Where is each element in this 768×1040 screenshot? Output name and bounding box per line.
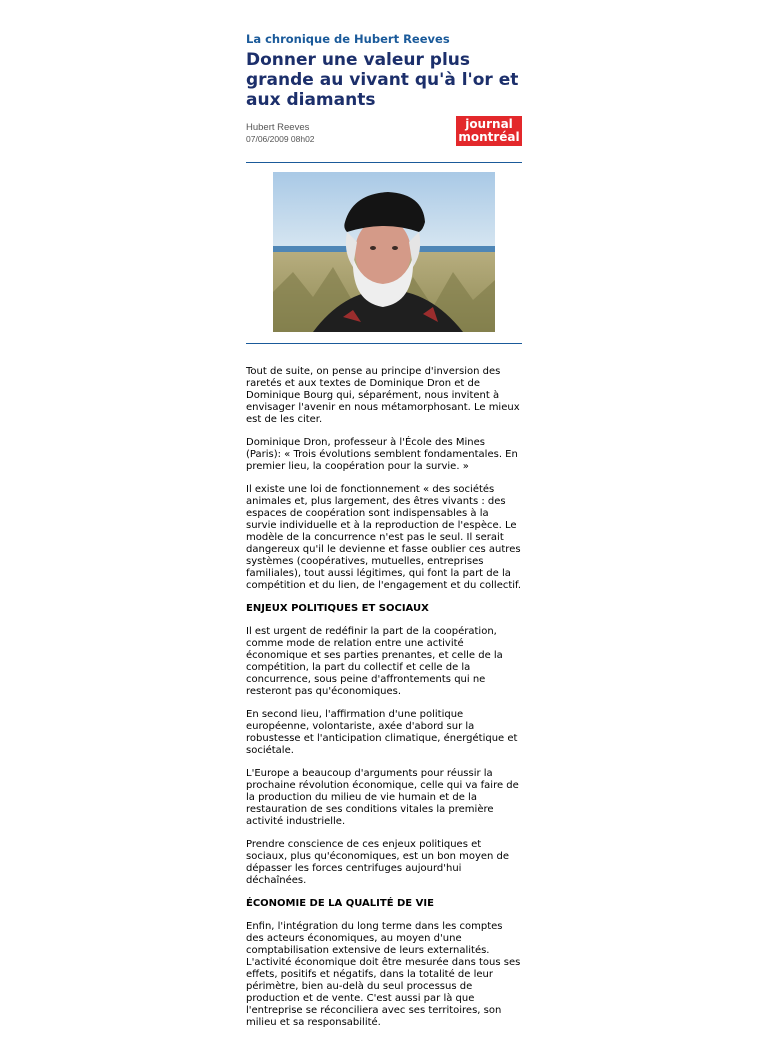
paragraph: Il est urgent de redéfinir la part de la coopération, comme mode de relation entre une activité économique et ses parties prenantes, et celle de la compétition, la part du collectif et celle de la concurrence, sous peine d'affrontements qui ne resteront pas qu'économiques. xyxy=(246,626,503,697)
article-body xyxy=(246,366,522,1029)
logo-line-1: journal xyxy=(465,117,513,131)
column-kicker[interactable]: La chronique de Hubert Reeves xyxy=(246,32,450,46)
paragraph: Il existe une loi de fonctionnement « des sociétés animales et, plus largement, des êtres vivants : des espaces de coopération sont indispensables à la survie individuelle et à la reproduction de l'espèce. Le modèle de la concurrence n'est pas le seul. Il serait dangereux qu'il le devienne et fasse oublier ces autres systèmes (coopératives, mutuelles, entreprises familiales), tout aussi légitimes, qui font la part de la compétition et du lien, de l'engagement et du collectif. xyxy=(246,484,522,591)
photo-figure xyxy=(246,163,522,343)
paragraph: Tout de suite, on pense au principe d'inversion des raretés et aux textes de Dominique Dron et de Dominique Bourg qui, séparément, nous invitent à envisager l'avenir en nous métamorphosant. Le mieux est de les citer. xyxy=(246,366,520,425)
article xyxy=(246,32,522,1040)
author-name: Hubert Reeves xyxy=(246,122,310,133)
paragraph: Dominique Dron, professeur à l'École des Mines (Paris): « Trois évolutions semblent fondamentales. En premier lieu, la coopération pour la survie. » xyxy=(246,437,518,472)
section-heading: ENJEUX POLITIQUES ET SOCIAUX xyxy=(246,603,429,614)
paragraph: L'Europe a beaucoup d'arguments pour réussir la prochaine révolution économique, celle qui va faire de la production du milieu de vie humain et de la restauration de ses conditions vitales la première activité industrielle. xyxy=(246,768,519,827)
journal-de-montreal-logo xyxy=(456,116,522,146)
byline xyxy=(246,117,522,154)
paragraph: Enfin, l'intégration du long terme dans les comptes des acteurs économiques, au moyen d'une comptabilisation extensive de leurs externalités. L'activité économique doit être mesurée dans tous ses effets, positifs et négatifs, dans la totalité de leur périmètre, bien au-delà du seul processus de production et de vente. C'est aussi par là que l'entreprise se réconciliera avec ses territoires, son milieu et sa responsabilité. xyxy=(246,921,521,1028)
paragraph: Prendre conscience de ces enjeux politiques et sociaux, plus qu'économiques, est un bon moyen de dépasser les forces centrifuges aujourd'hui déchaînées. xyxy=(246,839,510,886)
logo-line-2: montréal xyxy=(458,130,520,144)
section-heading: ÉCONOMIE DE LA QUALITÉ DE VIE xyxy=(246,898,434,909)
publish-date: 07/06/2009 08h02 xyxy=(246,134,315,144)
paragraph: En second lieu, l'affirmation d'une politique européenne, volontariste, axée d'abord sur la robustesse et l'anticipation climatique, énergétique et sociétale. xyxy=(246,709,518,756)
author-photo xyxy=(273,172,495,332)
article-headline: Donner une valeur plus grande au vivant qu'à l'or et aux diamants xyxy=(246,50,519,110)
